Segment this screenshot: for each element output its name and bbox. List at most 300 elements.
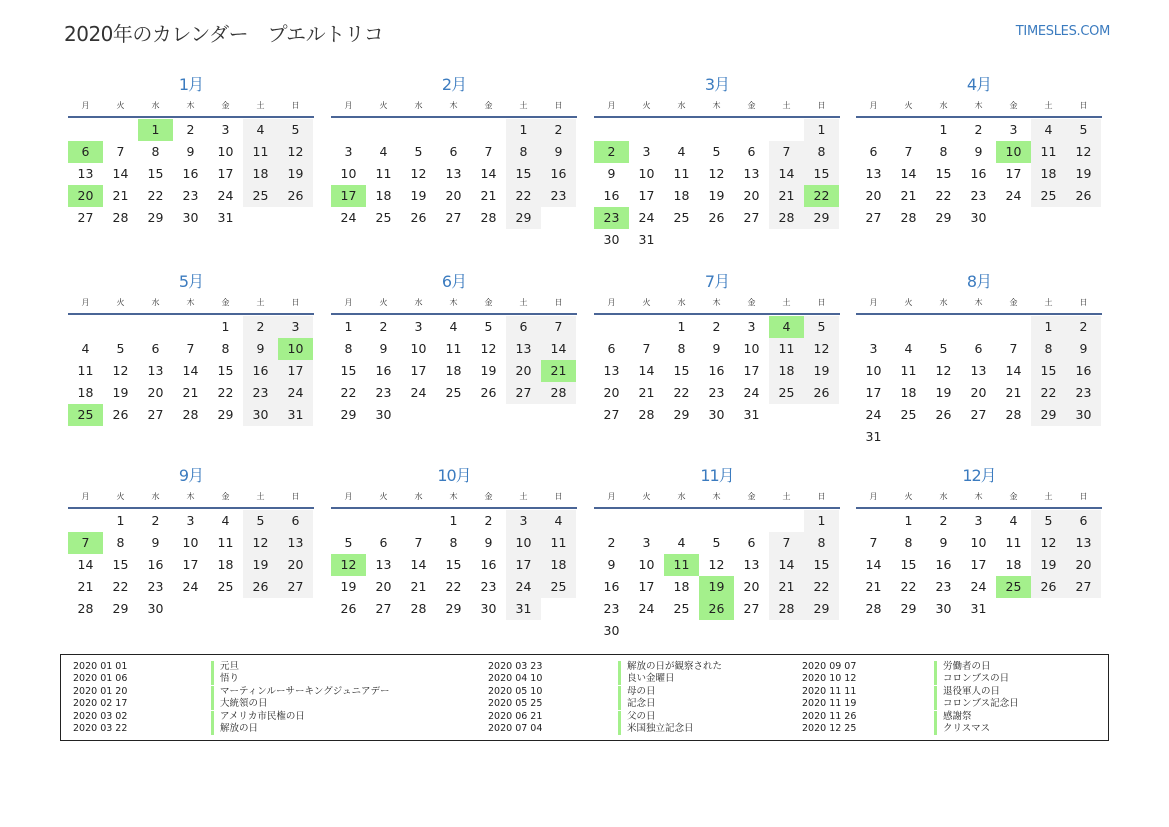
weekday-label: 日 xyxy=(1079,298,1088,307)
day-cell: 29 xyxy=(217,407,234,422)
month-title: 7月 xyxy=(704,272,730,291)
day-cell: 13 xyxy=(743,557,760,572)
month-6 xyxy=(331,271,577,426)
day-cell: 31 xyxy=(638,232,655,247)
empty-cell xyxy=(366,510,401,532)
weekday-label: 月 xyxy=(869,101,878,110)
day-cell: 23 xyxy=(1066,382,1101,404)
day-cell: 29 xyxy=(935,210,952,225)
day-cell: 14 xyxy=(769,554,804,576)
day-cell: 5 xyxy=(939,341,948,356)
day-cell: 17 xyxy=(182,557,199,572)
weekday-label: 金 xyxy=(747,492,756,501)
day-cell: 8 xyxy=(804,532,839,554)
weekday-label: 月 xyxy=(81,298,90,307)
weekday-label: 土 xyxy=(256,492,265,501)
day-cell: 1 xyxy=(449,513,458,528)
day-cell: 18 xyxy=(217,557,234,572)
day-cell: 21 xyxy=(77,579,94,594)
weekday-header xyxy=(856,487,1102,509)
day-cell: 30 xyxy=(970,210,987,225)
weekday-label: 月 xyxy=(607,298,616,307)
day-cell: 4 xyxy=(221,513,230,528)
day-cell: 25 xyxy=(673,210,690,225)
day-cell: 12 xyxy=(804,338,839,360)
day-cell: 27 xyxy=(743,210,760,225)
day-cell: 1 xyxy=(1031,316,1066,338)
day-cell: 5 xyxy=(344,535,353,550)
weekday-label: 金 xyxy=(221,101,230,110)
weekday-label: 木 xyxy=(712,101,721,110)
site-link[interactable]: TIMESLES.COM xyxy=(1015,24,1110,39)
day-cell: 9 xyxy=(243,338,278,360)
day-cell: 4 xyxy=(677,144,686,159)
day-cell: 18 xyxy=(375,188,392,203)
day-cell: 13 xyxy=(603,363,620,378)
weekday-label: 土 xyxy=(1044,492,1053,501)
day-cell: 1 xyxy=(804,510,839,532)
day-cell: 16 xyxy=(970,166,987,181)
day-cell: 23 xyxy=(243,382,278,404)
day-grid xyxy=(594,316,840,426)
holiday-cell: 7 xyxy=(68,532,103,554)
weekday-label: 火 xyxy=(642,298,651,307)
day-cell: 20 xyxy=(865,188,882,203)
weekday-label: 日 xyxy=(291,492,300,501)
month-title: 6月 xyxy=(441,272,467,291)
day-cell: 15 xyxy=(112,557,129,572)
day-cell: 3 xyxy=(414,319,423,334)
weekday-label: 土 xyxy=(1044,101,1053,110)
day-cell: 17 xyxy=(278,360,313,382)
day-cell: 18 xyxy=(243,163,278,185)
weekday-label: 金 xyxy=(1009,298,1018,307)
empty-cell xyxy=(926,316,961,338)
day-cell: 11 xyxy=(243,141,278,163)
day-cell: 5 xyxy=(1066,119,1101,141)
empty-cell xyxy=(471,119,506,141)
weekday-label: 日 xyxy=(1079,101,1088,110)
day-cell: 22 xyxy=(445,579,462,594)
month-title: 8月 xyxy=(966,272,992,291)
day-cell: 29 xyxy=(445,601,462,616)
holiday-cell: 1 xyxy=(138,119,173,141)
day-cell: 11 xyxy=(375,166,392,181)
month-title: 5月 xyxy=(178,272,204,291)
day-cell: 20 xyxy=(1066,554,1101,576)
day-cell: 16 xyxy=(603,579,620,594)
day-cell: 28 xyxy=(769,207,804,229)
weekday-label: 日 xyxy=(817,101,826,110)
day-cell: 10 xyxy=(743,341,760,356)
day-cell: 18 xyxy=(769,360,804,382)
holiday-name: 良い金曜日 xyxy=(618,673,675,685)
weekday-label: 日 xyxy=(1079,492,1088,501)
day-cell: 24 xyxy=(410,385,427,400)
day-cell: 28 xyxy=(769,598,804,620)
holiday-name: コロンブスの日 xyxy=(934,673,1009,685)
day-cell: 8 xyxy=(344,341,353,356)
weekday-label: 木 xyxy=(974,298,983,307)
day-cell: 26 xyxy=(243,576,278,598)
day-cell: 25 xyxy=(900,407,917,422)
holiday-cell: 2 xyxy=(594,141,629,163)
day-cell: 6 xyxy=(747,535,756,550)
empty-cell xyxy=(891,316,926,338)
empty-cell xyxy=(856,316,891,338)
day-cell: 30 xyxy=(182,210,199,225)
day-cell: 20 xyxy=(970,385,987,400)
day-cell: 20 xyxy=(147,385,164,400)
day-cell: 24 xyxy=(217,188,234,203)
day-cell: 1 xyxy=(506,119,541,141)
day-cell: 10 xyxy=(410,341,427,356)
day-cell: 15 xyxy=(900,557,917,572)
holiday-date: 2020 09 07 xyxy=(802,661,857,672)
holiday-name: 大統領の日 xyxy=(211,698,268,710)
weekday-header xyxy=(68,96,314,118)
day-cell: 13 xyxy=(865,166,882,181)
day-cell: 27 xyxy=(1066,576,1101,598)
day-cell: 6 xyxy=(869,144,878,159)
day-cell: 12 xyxy=(935,363,952,378)
weekday-label: 月 xyxy=(81,492,90,501)
day-cell: 14 xyxy=(769,163,804,185)
day-cell: 8 xyxy=(151,144,160,159)
empty-cell xyxy=(664,119,699,141)
day-cell: 6 xyxy=(747,144,756,159)
day-cell: 8 xyxy=(804,141,839,163)
weekday-label: 日 xyxy=(554,298,563,307)
day-cell: 3 xyxy=(747,319,756,334)
month-9 xyxy=(68,465,314,620)
day-cell: 11 xyxy=(673,166,690,181)
holiday-date: 2020 10 12 xyxy=(802,673,857,685)
empty-cell xyxy=(769,510,804,532)
weekday-label: 土 xyxy=(256,101,265,110)
day-cell: 5 xyxy=(278,119,313,141)
day-cell: 19 xyxy=(112,385,129,400)
holiday-name: 労働者の日 xyxy=(934,661,991,673)
day-cell: 11 xyxy=(445,341,462,356)
day-cell: 27 xyxy=(743,601,760,616)
day-cell: 30 xyxy=(603,232,620,247)
day-cell: 13 xyxy=(375,557,392,572)
day-cell: 22 xyxy=(217,385,234,400)
holiday-name: コロンブス記念日 xyxy=(934,698,1019,710)
weekday-label: 水 xyxy=(677,101,686,110)
weekday-header xyxy=(856,293,1102,315)
day-cell: 14 xyxy=(638,363,655,378)
day-cell: 3 xyxy=(642,535,651,550)
day-cell: 24 xyxy=(970,579,987,594)
weekday-label: 水 xyxy=(151,492,160,501)
month-4 xyxy=(856,74,1102,229)
weekday-label: 木 xyxy=(974,101,983,110)
empty-cell xyxy=(68,510,103,532)
weekday-label: 日 xyxy=(817,492,826,501)
weekday-label: 水 xyxy=(151,298,160,307)
day-cell: 19 xyxy=(340,579,357,594)
empty-cell xyxy=(594,510,629,532)
weekday-label: 木 xyxy=(186,298,195,307)
weekday-label: 木 xyxy=(712,298,721,307)
day-cell: 30 xyxy=(935,601,952,616)
day-cell: 16 xyxy=(603,188,620,203)
weekday-label: 木 xyxy=(449,298,458,307)
day-cell: 26 xyxy=(480,385,497,400)
day-cell: 25 xyxy=(243,185,278,207)
day-cell: 19 xyxy=(278,163,313,185)
day-grid xyxy=(68,510,314,620)
weekday-label: 日 xyxy=(291,298,300,307)
day-cell: 14 xyxy=(1005,363,1022,378)
day-cell: 2 xyxy=(484,513,493,528)
weekday-label: 月 xyxy=(81,101,90,110)
day-cell: 19 xyxy=(410,188,427,203)
day-cell: 17 xyxy=(410,363,427,378)
day-cell: 21 xyxy=(410,579,427,594)
day-cell: 31 xyxy=(506,598,541,620)
empty-cell xyxy=(996,316,1031,338)
day-cell: 29 xyxy=(900,601,917,616)
day-cell: 3 xyxy=(278,316,313,338)
day-cell: 25 xyxy=(673,601,690,616)
day-cell: 8 xyxy=(116,535,125,550)
empty-cell xyxy=(68,119,103,141)
day-cell: 25 xyxy=(769,382,804,404)
day-cell: 16 xyxy=(480,557,497,572)
weekday-label: 土 xyxy=(782,101,791,110)
weekday-label: 水 xyxy=(677,492,686,501)
day-cell: 27 xyxy=(445,210,462,225)
day-cell: 13 xyxy=(506,338,541,360)
holiday-name: 元旦 xyxy=(211,661,239,673)
weekday-label: 火 xyxy=(904,101,913,110)
day-cell: 5 xyxy=(116,341,125,356)
day-cell: 20 xyxy=(278,554,313,576)
day-cell: 4 xyxy=(904,341,913,356)
weekday-label: 土 xyxy=(519,101,528,110)
weekday-label: 金 xyxy=(1009,492,1018,501)
holiday-name: 記念日 xyxy=(618,698,656,710)
empty-cell xyxy=(594,119,629,141)
day-cell: 19 xyxy=(480,363,497,378)
day-cell: 12 xyxy=(1066,141,1101,163)
day-cell: 4 xyxy=(243,119,278,141)
day-cell: 7 xyxy=(186,341,195,356)
day-cell: 11 xyxy=(900,363,917,378)
day-cell: 18 xyxy=(1031,163,1066,185)
day-cell: 11 xyxy=(217,535,234,550)
day-cell: 20 xyxy=(375,579,392,594)
day-cell: 24 xyxy=(638,601,655,616)
day-grid xyxy=(856,119,1102,229)
day-cell: 19 xyxy=(1066,163,1101,185)
holiday-date: 2020 04 10 xyxy=(488,673,543,685)
day-cell: 5 xyxy=(712,535,721,550)
day-cell: 29 xyxy=(506,207,541,229)
day-cell: 4 xyxy=(541,510,576,532)
day-cell: 6 xyxy=(607,341,616,356)
day-cell: 28 xyxy=(112,210,129,225)
day-cell: 25 xyxy=(1031,185,1066,207)
day-cell: 31 xyxy=(278,404,313,426)
holiday-cell: 4 xyxy=(769,316,804,338)
day-grid xyxy=(331,510,577,620)
weekday-label: 水 xyxy=(939,492,948,501)
weekday-label: 木 xyxy=(974,492,983,501)
day-cell: 5 xyxy=(712,144,721,159)
day-cell: 20 xyxy=(506,360,541,382)
weekday-label: 金 xyxy=(484,101,493,110)
empty-cell xyxy=(103,119,138,141)
day-cell: 3 xyxy=(974,513,983,528)
weekday-label: 日 xyxy=(817,298,826,307)
day-cell: 22 xyxy=(147,188,164,203)
day-cell: 7 xyxy=(484,144,493,159)
holiday-legend xyxy=(60,654,1109,741)
weekday-label: 金 xyxy=(221,492,230,501)
day-cell: 26 xyxy=(708,210,725,225)
day-cell: 19 xyxy=(708,188,725,203)
day-cell: 26 xyxy=(1066,185,1101,207)
weekday-label: 火 xyxy=(642,101,651,110)
weekday-label: 土 xyxy=(519,492,528,501)
day-cell: 28 xyxy=(1005,407,1022,422)
day-cell: 29 xyxy=(112,601,129,616)
day-cell: 7 xyxy=(642,341,651,356)
day-cell: 28 xyxy=(638,407,655,422)
day-cell: 13 xyxy=(77,166,94,181)
empty-cell xyxy=(891,119,926,141)
holiday-name: 感謝祭 xyxy=(934,711,972,723)
weekday-header xyxy=(68,487,314,509)
weekday-label: 金 xyxy=(1009,101,1018,110)
day-cell: 26 xyxy=(935,407,952,422)
day-cell: 27 xyxy=(77,210,94,225)
day-cell: 23 xyxy=(970,188,987,203)
weekday-label: 土 xyxy=(782,298,791,307)
empty-cell xyxy=(629,119,664,141)
weekday-header xyxy=(331,293,577,315)
day-cell: 9 xyxy=(607,557,616,572)
weekday-label: 水 xyxy=(677,298,686,307)
day-cell: 27 xyxy=(603,407,620,422)
day-cell: 15 xyxy=(804,554,839,576)
day-cell: 16 xyxy=(708,363,725,378)
holiday-date: 2020 05 10 xyxy=(488,685,543,697)
weekday-label: 土 xyxy=(519,298,528,307)
weekday-header xyxy=(68,293,314,315)
weekday-label: 火 xyxy=(904,298,913,307)
month-title: 3月 xyxy=(704,75,730,94)
day-cell: 22 xyxy=(506,185,541,207)
day-cell: 21 xyxy=(480,188,497,203)
day-cell: 16 xyxy=(243,360,278,382)
day-cell: 3 xyxy=(1009,122,1018,137)
holiday-date: 2020 01 06 xyxy=(73,673,128,685)
day-cell: 27 xyxy=(865,210,882,225)
weekday-label: 月 xyxy=(869,298,878,307)
empty-cell xyxy=(629,510,664,532)
day-cell: 8 xyxy=(506,141,541,163)
day-cell: 5 xyxy=(243,510,278,532)
day-cell: 30 xyxy=(708,407,725,422)
day-cell: 8 xyxy=(449,535,458,550)
day-cell: 23 xyxy=(935,579,952,594)
day-cell: 14 xyxy=(900,166,917,181)
day-cell: 1 xyxy=(804,119,839,141)
month-title: 10月 xyxy=(437,466,471,485)
day-cell: 27 xyxy=(506,382,541,404)
day-cell: 8 xyxy=(677,341,686,356)
day-cell: 24 xyxy=(278,382,313,404)
holiday-cell: 25 xyxy=(996,576,1031,598)
day-cell: 18 xyxy=(541,554,576,576)
empty-cell xyxy=(401,510,436,532)
day-cell: 7 xyxy=(769,141,804,163)
day-cell: 16 xyxy=(375,363,392,378)
weekday-label: 月 xyxy=(344,101,353,110)
day-cell: 22 xyxy=(935,188,952,203)
day-cell: 18 xyxy=(673,188,690,203)
weekday-label: 水 xyxy=(939,101,948,110)
holiday-cell: 25 xyxy=(68,404,103,426)
day-cell: 7 xyxy=(116,144,125,159)
day-cell: 23 xyxy=(480,579,497,594)
day-cell: 17 xyxy=(970,557,987,572)
weekday-label: 火 xyxy=(379,492,388,501)
day-cell: 23 xyxy=(182,188,199,203)
day-cell: 7 xyxy=(1009,341,1018,356)
day-cell: 28 xyxy=(182,407,199,422)
day-cell: 26 xyxy=(112,407,129,422)
day-cell: 9 xyxy=(186,144,195,159)
day-cell: 15 xyxy=(147,166,164,181)
holiday-name: 解放の日が観察された xyxy=(618,661,722,673)
empty-cell xyxy=(331,510,366,532)
month-12 xyxy=(856,465,1102,620)
holiday-date: 2020 01 01 xyxy=(73,661,128,672)
day-cell: 18 xyxy=(900,385,917,400)
day-cell: 13 xyxy=(1066,532,1101,554)
day-cell: 26 xyxy=(1031,576,1066,598)
day-cell: 17 xyxy=(865,385,882,400)
day-grid xyxy=(68,119,314,229)
month-title: 12月 xyxy=(962,466,996,485)
day-cell: 12 xyxy=(480,341,497,356)
day-cell: 17 xyxy=(506,554,541,576)
day-cell: 6 xyxy=(1066,510,1101,532)
month-title: 9月 xyxy=(178,466,204,485)
day-cell: 8 xyxy=(221,341,230,356)
day-cell: 26 xyxy=(804,382,839,404)
day-cell: 21 xyxy=(182,385,199,400)
day-cell: 24 xyxy=(865,407,882,422)
day-cell: 15 xyxy=(804,163,839,185)
day-cell: 21 xyxy=(638,385,655,400)
day-cell: 12 xyxy=(708,557,725,572)
day-cell: 3 xyxy=(186,513,195,528)
day-cell: 2 xyxy=(712,319,721,334)
day-cell: 10 xyxy=(638,557,655,572)
day-cell: 10 xyxy=(970,535,987,550)
holiday-date: 2020 11 11 xyxy=(802,685,857,697)
holiday-date: 2020 12 25 xyxy=(802,723,857,734)
day-cell: 27 xyxy=(970,407,987,422)
day-cell: 30 xyxy=(603,623,620,638)
